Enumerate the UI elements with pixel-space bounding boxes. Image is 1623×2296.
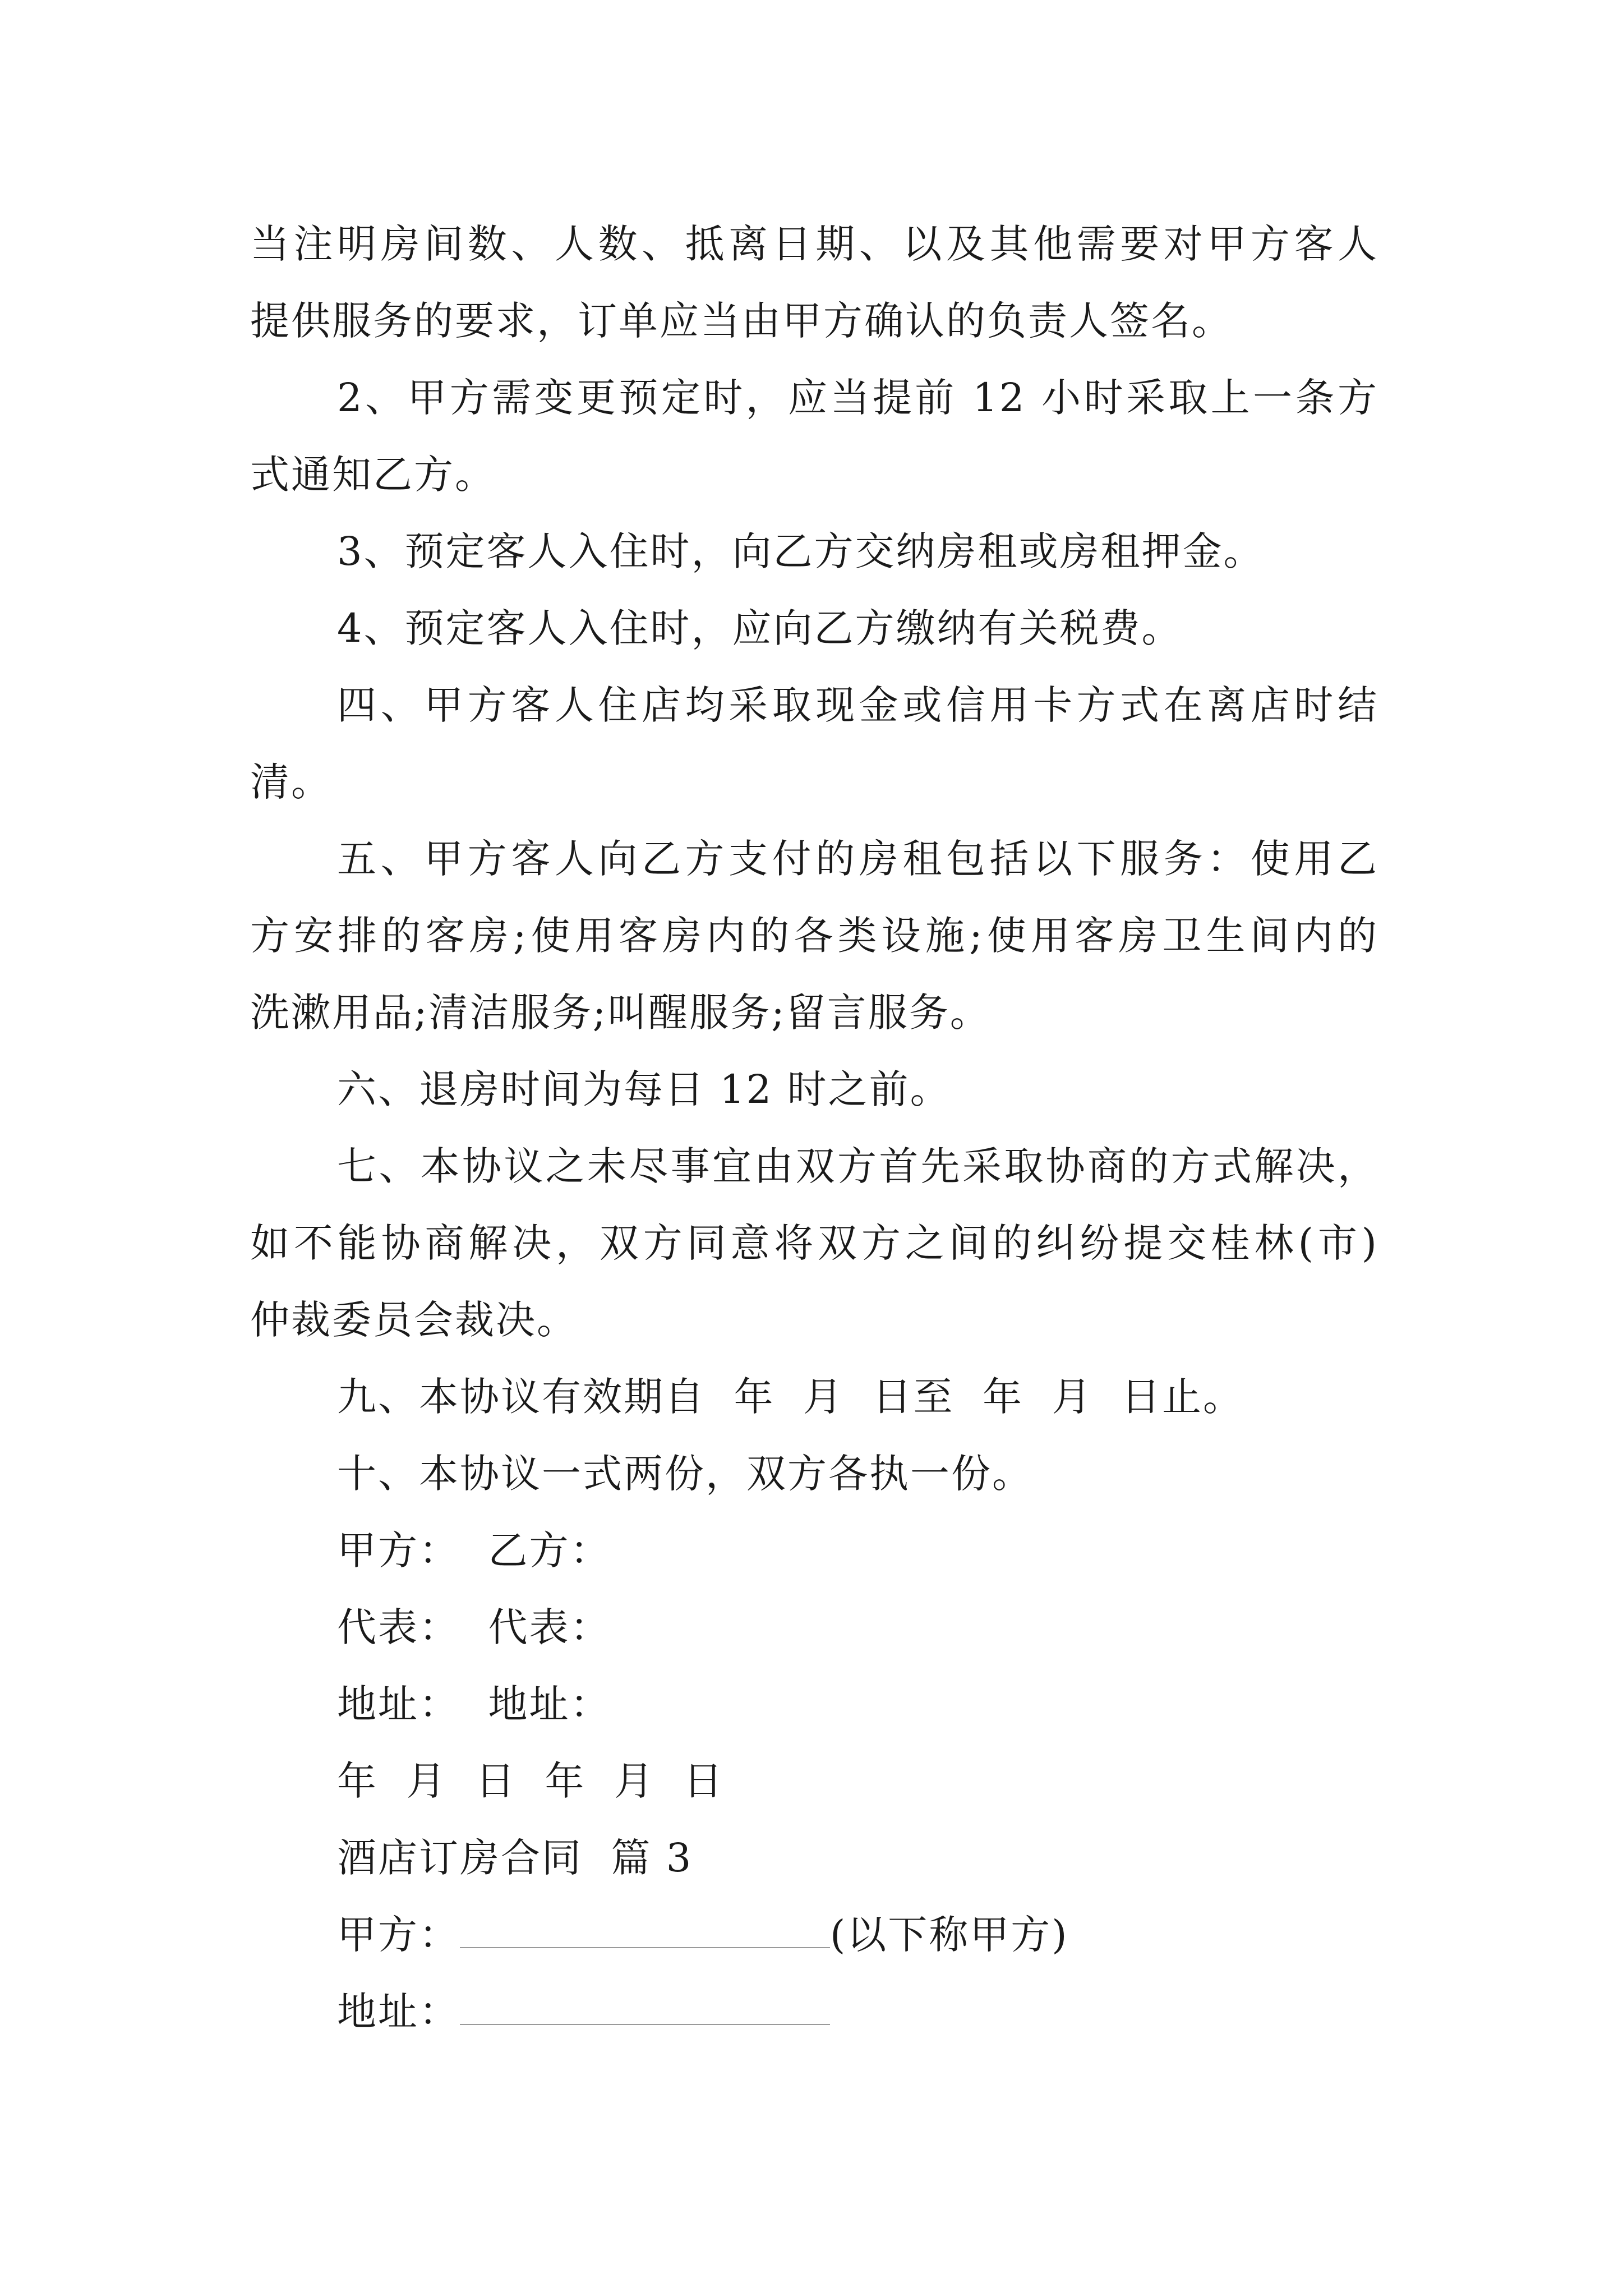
- address-label: 地址：: [337, 1989, 460, 2035]
- text-line: 如不能协商解决，双方同意将双方之间的纠纷提交桂林(市): [250, 1220, 1378, 1266]
- party-a-suffix: (以下称甲方): [830, 1912, 1069, 1958]
- signature-party-line: 甲方： 乙方：: [337, 1527, 611, 1573]
- text-line: 六、退房时间为每日 12 时之前。: [337, 1066, 951, 1112]
- section-heading: 酒店订房合同 篇 3: [337, 1835, 693, 1881]
- party-a-line: [250, 1907, 1378, 1984]
- text-line: 清。: [250, 759, 332, 805]
- signature-date-line: 年 月 日 年 月 日: [337, 1758, 725, 1804]
- text-line: 当注明房间数、人数、抵离日期、以及其他需要对甲方客人: [250, 221, 1378, 267]
- party-a-label: 甲方：: [337, 1912, 460, 1958]
- party-a-blank: [460, 1908, 830, 1948]
- text-line: 七、本协议之未尽事宜由双方首先采取协商的方式解决，: [337, 1143, 1378, 1189]
- text-line: 提供服务的要求，订单应当由甲方确认的负责人签名。: [250, 298, 1233, 344]
- signature-representative-line: 代表： 代表：: [337, 1604, 611, 1650]
- text-line: 方安排的客房;使用客房内的各类设施;使用客房卫生间内的: [250, 913, 1378, 959]
- text-line: 十、本协议一式两份，双方各执一份。: [337, 1451, 1033, 1497]
- text-line: 4、预定客人入住时，应向乙方缴纳有关税费。: [337, 605, 1183, 651]
- signature-address-line: 地址： 地址：: [337, 1681, 611, 1727]
- text-line: 四、甲方客人住店均采取现金或信用卡方式在离店时结: [337, 682, 1378, 728]
- text-line: 九、本协议有效期自 年 月 日至 年 月 日止。: [337, 1374, 1244, 1420]
- text-line: 2、甲方需变更预定时，应当提前 12 小时采取上一条方: [337, 375, 1378, 421]
- address-line: [250, 1984, 1378, 2060]
- text-line: 3、预定客人入住时，向乙方交纳房租或房租押金。: [337, 528, 1265, 574]
- text-line: 式通知乙方。: [250, 452, 496, 498]
- document-body: [250, 216, 1378, 2060]
- address-blank: [460, 1985, 830, 2025]
- text-line: 洗漱用品;清洁服务;叫醒服务;留言服务。: [250, 990, 991, 1036]
- text-line: 仲裁委员会裁决。: [250, 1297, 578, 1343]
- text-line: 五、甲方客人向乙方支付的房租包括以下服务：使用乙: [337, 836, 1378, 882]
